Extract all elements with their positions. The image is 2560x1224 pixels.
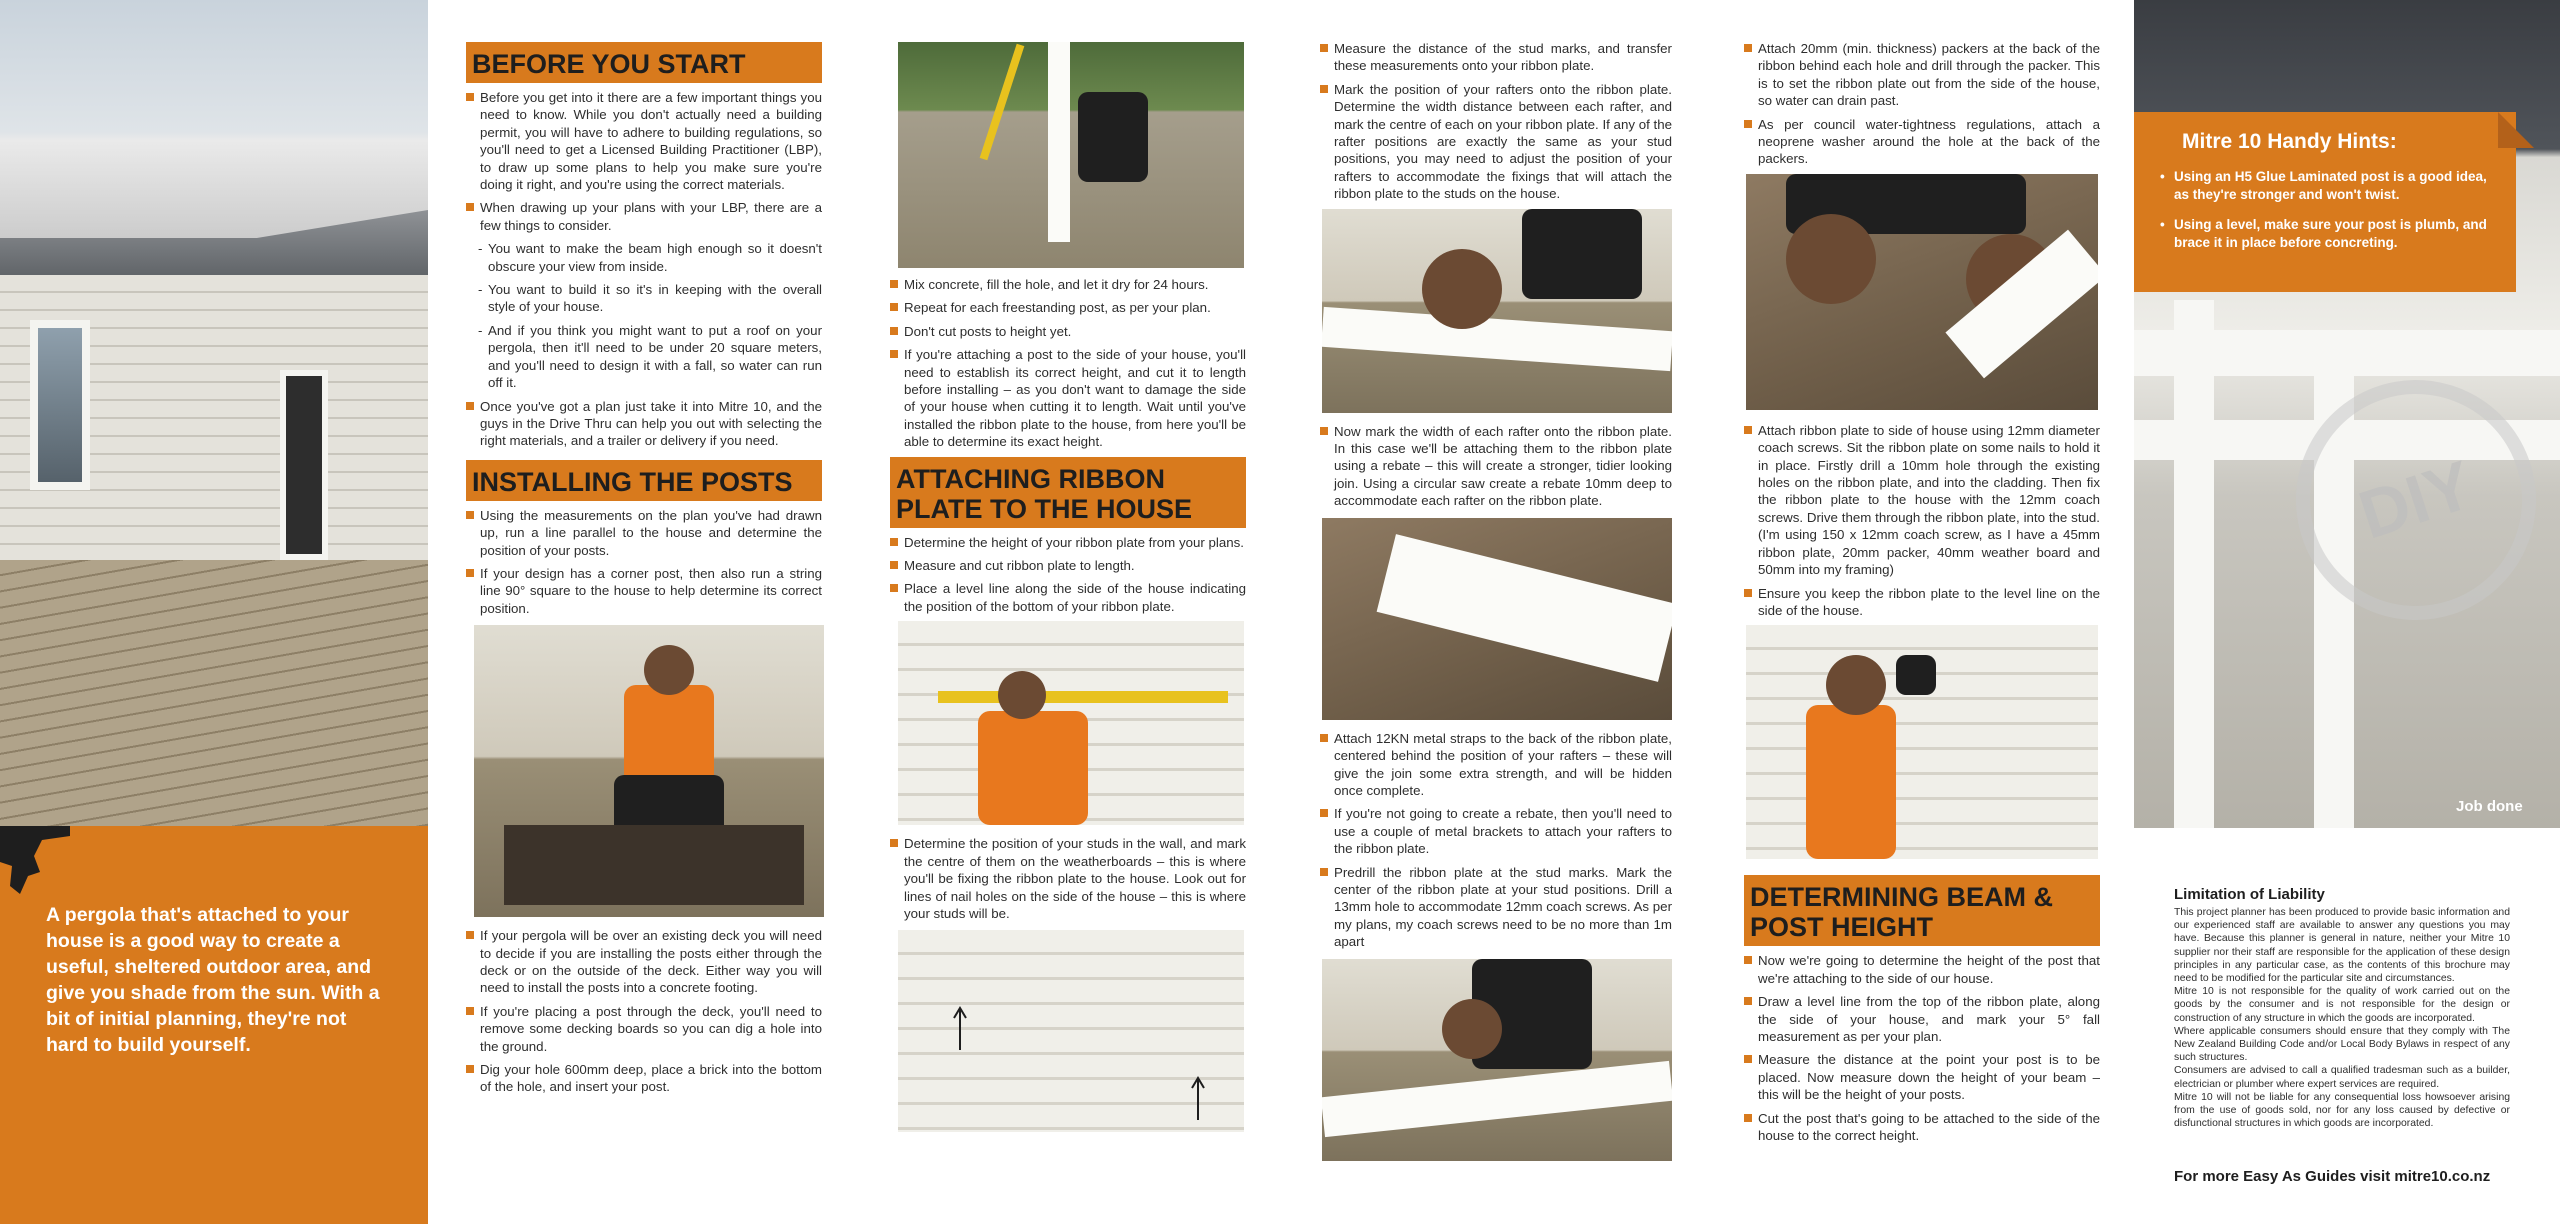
handy-hints-box xyxy=(2134,112,2516,292)
more-guides-link[interactable]: For more Easy As Guides visit mitre10.co.nz xyxy=(2174,1168,2491,1185)
list-item: If you're attaching a post to the side of your house, you'll need to establish its correct height, and cut it to length before installing – as you don't want to damage the side of your house when cutting it to length. Wait until you've installed the ribbon plate to the house, from here you'll be able to determine its exact height. xyxy=(890,346,1246,450)
hints-title: Mitre 10 Handy Hints: xyxy=(2182,130,2397,153)
photo-rebate xyxy=(1322,518,1672,720)
hint-item: • Using a level, make sure your post is plumb, and brace it in place before concreting. xyxy=(2156,216,2494,252)
list-item: When drawing up your plans with your LBP, there are a few things to consider. xyxy=(466,199,822,234)
ribbon-plate-list-2 xyxy=(890,835,1246,922)
photo-stud-marks xyxy=(898,930,1244,1132)
photo-drilling-house xyxy=(1746,625,2098,859)
liability-paragraph: Mitre 10 is not responsible for the quality of work carried out on the goods by the consumer and is not responsible for the design or construction of any structure in which the goods are incorporated. xyxy=(2174,986,2510,1024)
arrow-marks xyxy=(948,990,1208,1120)
photo-level-line xyxy=(898,621,1244,825)
ribbon-plate-list xyxy=(890,534,1246,616)
photo-hammer-packer xyxy=(1746,174,2098,410)
list-item: - You want to build it so it's in keeping with the overall style of your house. xyxy=(466,281,822,316)
photo-marking-deck xyxy=(474,625,824,917)
measure-list xyxy=(1320,40,1672,203)
hints-list xyxy=(2156,168,2494,252)
liability-paragraph: Mitre 10 will not be liable for any consequential loss howsoever arising from the use of goods sold, nor for any loss caused by defective or disfunctional structures in which goods are incorporated. xyxy=(2174,1091,2510,1130)
pointing-hand-icon xyxy=(0,826,70,896)
list-item: Attach 20mm (min. thickness) packers at the back of the ribbon behind each hole and drill through the packer. This is to set the ribbon plate out from the side of the house, so water can drain past. xyxy=(1744,40,2100,110)
list-item: Dig your hole 600mm deep, place a brick into the bottom of the hole, and insert your post. xyxy=(466,1061,822,1096)
list-item: Once you've got a plan just take it into Mitre 10, and the guys in the Drive Thru can help you out with selecting the right materials, and a trailer or delivery if you need. xyxy=(466,398,822,450)
list-item: Draw a level line from the top of the ribbon plate, along the side of your house, and mark your 5° fall measurement as per your plan. xyxy=(1744,993,2100,1045)
list-item: Measure and cut ribbon plate to length. xyxy=(890,557,1246,574)
list-item: Repeat for each freestanding post, as per your plan. xyxy=(890,299,1246,316)
list-item: Mark the position of your rafters onto the ribbon plate. Determine the width distance between each rafter, and mark the centre of each on your ribbon plate. If any of the rafter positions are exactly the same as your stud positions, you may need to adjust the position of your rafters to accommodate the fixings that will attach the ribbon plate to the studs on the house. xyxy=(1320,81,1672,203)
list-item: Now we're going to determine the height of the post that we're attaching to the side of our house. xyxy=(1744,952,2100,987)
heading-before-you-start: BEFORE YOU START xyxy=(466,42,822,83)
list-item: - And if you think you might want to put a roof on your pergola, then it'll need to be under 20 square meters, and you'll need to design it with a fall, so water can run off it. xyxy=(466,322,822,392)
house-deck-photo xyxy=(0,0,428,826)
column-3 xyxy=(1320,0,1672,1224)
liability-paragraph: Where applicable consumers should ensure that they comply with The New Zealand Building Code and/or Local Body Bylaws in respect of any such structures. xyxy=(2174,1025,2510,1064)
liability-title: Limitation of Liability xyxy=(2174,886,2325,903)
photo-marking-ribbon-plate xyxy=(1322,209,1672,413)
list-item: Don't cut posts to height yet. xyxy=(890,323,1246,340)
installing-posts-list-2 xyxy=(466,927,822,1096)
list-item: Cut the post that's going to be attached to the side of the house to the correct height. xyxy=(1744,1110,2100,1145)
stamp-text: DIY xyxy=(2350,446,2482,554)
column-2 xyxy=(890,0,1246,1224)
list-item: Using the measurements on the plan you've had drawn up, run a line parallel to the house and determine the position of your posts. xyxy=(466,507,822,559)
list-item: Mix concrete, fill the hole, and let it dry for 24 hours. xyxy=(890,276,1246,293)
limitation-of-liability xyxy=(2174,886,2510,1130)
photo-post-in-hole xyxy=(898,42,1244,268)
list-item: If you're placing a post through the deck, you'll need to remove some decking boards so you can dig a hole into the ground. xyxy=(466,1003,822,1055)
heading-installing-the-posts: INSTALLING THE POSTS xyxy=(466,460,822,501)
packers-list xyxy=(1744,40,2100,168)
list-item: Measure the distance of the stud marks, and transfer these measurements onto your ribbon plate. xyxy=(1320,40,1672,75)
list-item: If you're not going to create a rebate, then you'll need to use a couple of metal brackets to attach your rafters to the ribbon plate. xyxy=(1320,805,1672,857)
rafter-list xyxy=(1320,423,1672,510)
installing-posts-list xyxy=(466,507,822,617)
list-item: Ensure you keep the ribbon plate to the level line on the side of the house. xyxy=(1744,585,2100,620)
list-item: If your design has a corner post, then also run a string line 90° square to the house to help determine its correct position. xyxy=(466,565,822,617)
column-1 xyxy=(466,0,822,1224)
attach-ribbon-list xyxy=(1744,422,2100,619)
liability-paragraph: This project planner has been produced to provide basic information and our experienced staff are available to answer any questions you may have. Because this planner is general in nature, neither your Mitre 10 supplier nor their staff are responsible for the application of these design principles in any particular case, as the contents of this brochure may need to be modified for the particular site and circumstances. xyxy=(2174,907,2510,985)
column-4 xyxy=(1744,0,2100,1224)
list-item: Attach 12KN metal straps to the back of the ribbon plate, centered behind the position of your rafters – these will give the join some extra strength, and will be hidden once complete. xyxy=(1320,730,1672,800)
list-item: Before you get into it there are a few important things you need to know. While you don't actually need a building permit, you will have to adhere to building regulations, so you'll need to get a Licensed Building Practitioner (LBP), to draw up some plans to help you make sure you're doing it right, and you're using the correct materials. xyxy=(466,89,822,193)
liability-paragraph: Consumers are advised to call a qualified tradesman such as a builder, electrician or plumber where expert services are required. xyxy=(2174,1065,2510,1090)
list-item: If your pergola will be over an existing deck you will need to decide if you are installing the posts either through the deck or on the outside of the deck. Either way you will need to install the posts into a concrete footing. xyxy=(466,927,822,997)
hint-item: • Using an H5 Glue Laminated post is a good idea, as they're stronger and won't twist. xyxy=(2156,168,2494,204)
list-item: Place a level line along the side of the house indicating the position of the bottom of your ribbon plate. xyxy=(890,580,1246,615)
list-item: - You want to make the beam high enough so it doesn't obscure your view from inside. xyxy=(466,240,822,275)
posts-continued-list xyxy=(890,276,1246,451)
before-you-start-list xyxy=(466,89,822,450)
straps-list xyxy=(1320,730,1672,951)
list-item: Determine the position of your studs in the wall, and mark the centre of them on the weatherboards – this is where you'll be fixing the ribbon plate to the house. Look out for lines of nail holes on the side of the house – this is where your studs will be. xyxy=(890,835,1246,922)
beam-height-list xyxy=(1744,952,2100,1144)
intro-text: A pergola that's attached to your house is a good way to create a useful, sheltered outdoor area, and give you shade from the sun. With a bit of initial planning, they're not hard to build yourself. xyxy=(46,904,380,1056)
list-item: Determine the height of your ribbon plate from your plans. xyxy=(890,534,1246,551)
list-item: Predrill the ribbon plate at the stud marks. Mark the center of the ribbon plate at your stud positions. Drill a 13mm hole to accommodate 12mm coach screws. As per my plans, my coach screws need to be no more than 1m apart xyxy=(1320,864,1672,951)
heading-determining-beam: DETERMINING BEAM & POST HEIGHT xyxy=(1744,875,2100,946)
list-item: Measure the distance at the point your post is to be placed. Now measure down the height of your beam – this will be the height of your posts. xyxy=(1744,1051,2100,1103)
list-item: As per council water-tightness regulations, attach a neoprene washer around the hole at the back of the packers. xyxy=(1744,116,2100,168)
list-item: Now mark the width of each rafter onto the ribbon plate. In this case we'll be attaching them to the ribbon plate using a rebate – this will create a stronger, tidier looking join. Using a circular saw create a rebate 10mm deep to accommodate each rafter on the ribbon plate. xyxy=(1320,423,1672,510)
heading-attaching-ribbon-plate: ATTACHING RIBBON PLATE TO THE HOUSE xyxy=(890,457,1246,528)
intro-panel xyxy=(0,826,428,1224)
job-done-caption: Job done xyxy=(2456,798,2523,815)
photo-predrill xyxy=(1322,959,1672,1161)
list-item: Attach ribbon plate to side of house using 12mm diameter coach screws. Sit the ribbon plate on some nails to hold it in place. Firstly drill a 10mm hole through the existing holes on the ribbon plate, and into the cladding. Then fix the ribbon plate to the house with the 12mm coach screws. Drive them through the ribbon plate, into the stud. (I'm using 150 x 12mm coach screw, as I have a 45mm ribbon plate, 20mm packer, 40mm weather board and 50mm into my framing) xyxy=(1744,422,2100,579)
left-panel xyxy=(0,0,428,1224)
